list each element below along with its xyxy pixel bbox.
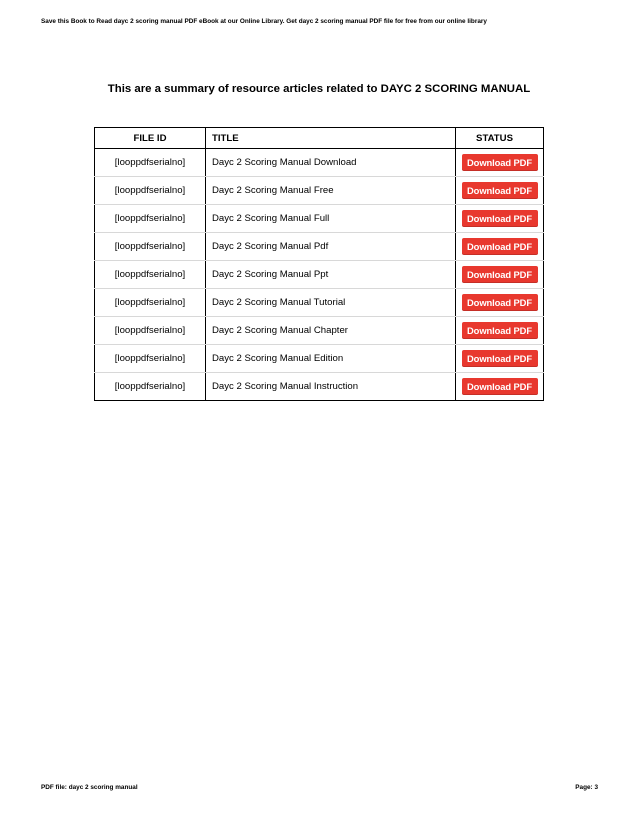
- table-row: [95, 205, 544, 233]
- download-pdf-button[interactable]: Download PDF: [462, 294, 538, 311]
- status-cell: [456, 345, 544, 373]
- file-id-cell: [looppdfserialno]: [95, 233, 206, 261]
- footer-page-number: Page: 3: [575, 784, 598, 791]
- title-cell: Dayc 2 Scoring Manual Instruction: [206, 373, 456, 401]
- status-cell: [456, 317, 544, 345]
- title-cell: Dayc 2 Scoring Manual Full: [206, 205, 456, 233]
- summary-heading: This are a summary of resource articles related to DAYC 2 SCORING MANUAL: [107, 83, 531, 95]
- status-cell: [456, 289, 544, 317]
- column-header-file-id: FILE ID: [95, 128, 206, 149]
- top-banner: Save this Book to Read dayc 2 scoring manual PDF eBook at our Online Library. Get dayc 2 scoring manual PDF file for free from our online library: [41, 18, 487, 25]
- status-cell: [456, 261, 544, 289]
- title-cell: Dayc 2 Scoring Manual Free: [206, 177, 456, 205]
- status-cell: [456, 149, 544, 177]
- download-pdf-button[interactable]: Download PDF: [462, 238, 538, 255]
- column-header-status: STATUS: [456, 128, 544, 149]
- title-cell: Dayc 2 Scoring Manual Chapter: [206, 317, 456, 345]
- file-id-cell: [looppdfserialno]: [95, 345, 206, 373]
- resource-table: [94, 127, 544, 401]
- download-pdf-button[interactable]: Download PDF: [462, 266, 538, 283]
- title-cell: Dayc 2 Scoring Manual Edition: [206, 345, 456, 373]
- table-row: [95, 261, 544, 289]
- status-cell: [456, 177, 544, 205]
- download-pdf-button[interactable]: Download PDF: [462, 378, 538, 395]
- status-cell: [456, 205, 544, 233]
- table-row: [95, 177, 544, 205]
- file-id-cell: [looppdfserialno]: [95, 373, 206, 401]
- footer-file-label: PDF file: dayc 2 scoring manual: [41, 784, 138, 791]
- file-id-cell: [looppdfserialno]: [95, 317, 206, 345]
- table-row: [95, 345, 544, 373]
- column-header-title: TITLE: [206, 128, 456, 149]
- table-row: [95, 317, 544, 345]
- file-id-cell: [looppdfserialno]: [95, 149, 206, 177]
- file-id-cell: [looppdfserialno]: [95, 177, 206, 205]
- status-cell: [456, 373, 544, 401]
- file-id-cell: [looppdfserialno]: [95, 261, 206, 289]
- title-cell: Dayc 2 Scoring Manual Download: [206, 149, 456, 177]
- file-id-cell: [looppdfserialno]: [95, 289, 206, 317]
- table-row: [95, 289, 544, 317]
- table-header-row: [95, 128, 544, 149]
- title-cell: Dayc 2 Scoring Manual Pdf: [206, 233, 456, 261]
- table-row: [95, 149, 544, 177]
- title-cell: Dayc 2 Scoring Manual Tutorial: [206, 289, 456, 317]
- table-row: [95, 233, 544, 261]
- table-row: [95, 373, 544, 401]
- download-pdf-button[interactable]: Download PDF: [462, 322, 538, 339]
- status-cell: [456, 233, 544, 261]
- title-cell: Dayc 2 Scoring Manual Ppt: [206, 261, 456, 289]
- download-pdf-button[interactable]: Download PDF: [462, 210, 538, 227]
- download-pdf-button[interactable]: Download PDF: [462, 182, 538, 199]
- download-pdf-button[interactable]: Download PDF: [462, 154, 538, 171]
- file-id-cell: [looppdfserialno]: [95, 205, 206, 233]
- download-pdf-button[interactable]: Download PDF: [462, 350, 538, 367]
